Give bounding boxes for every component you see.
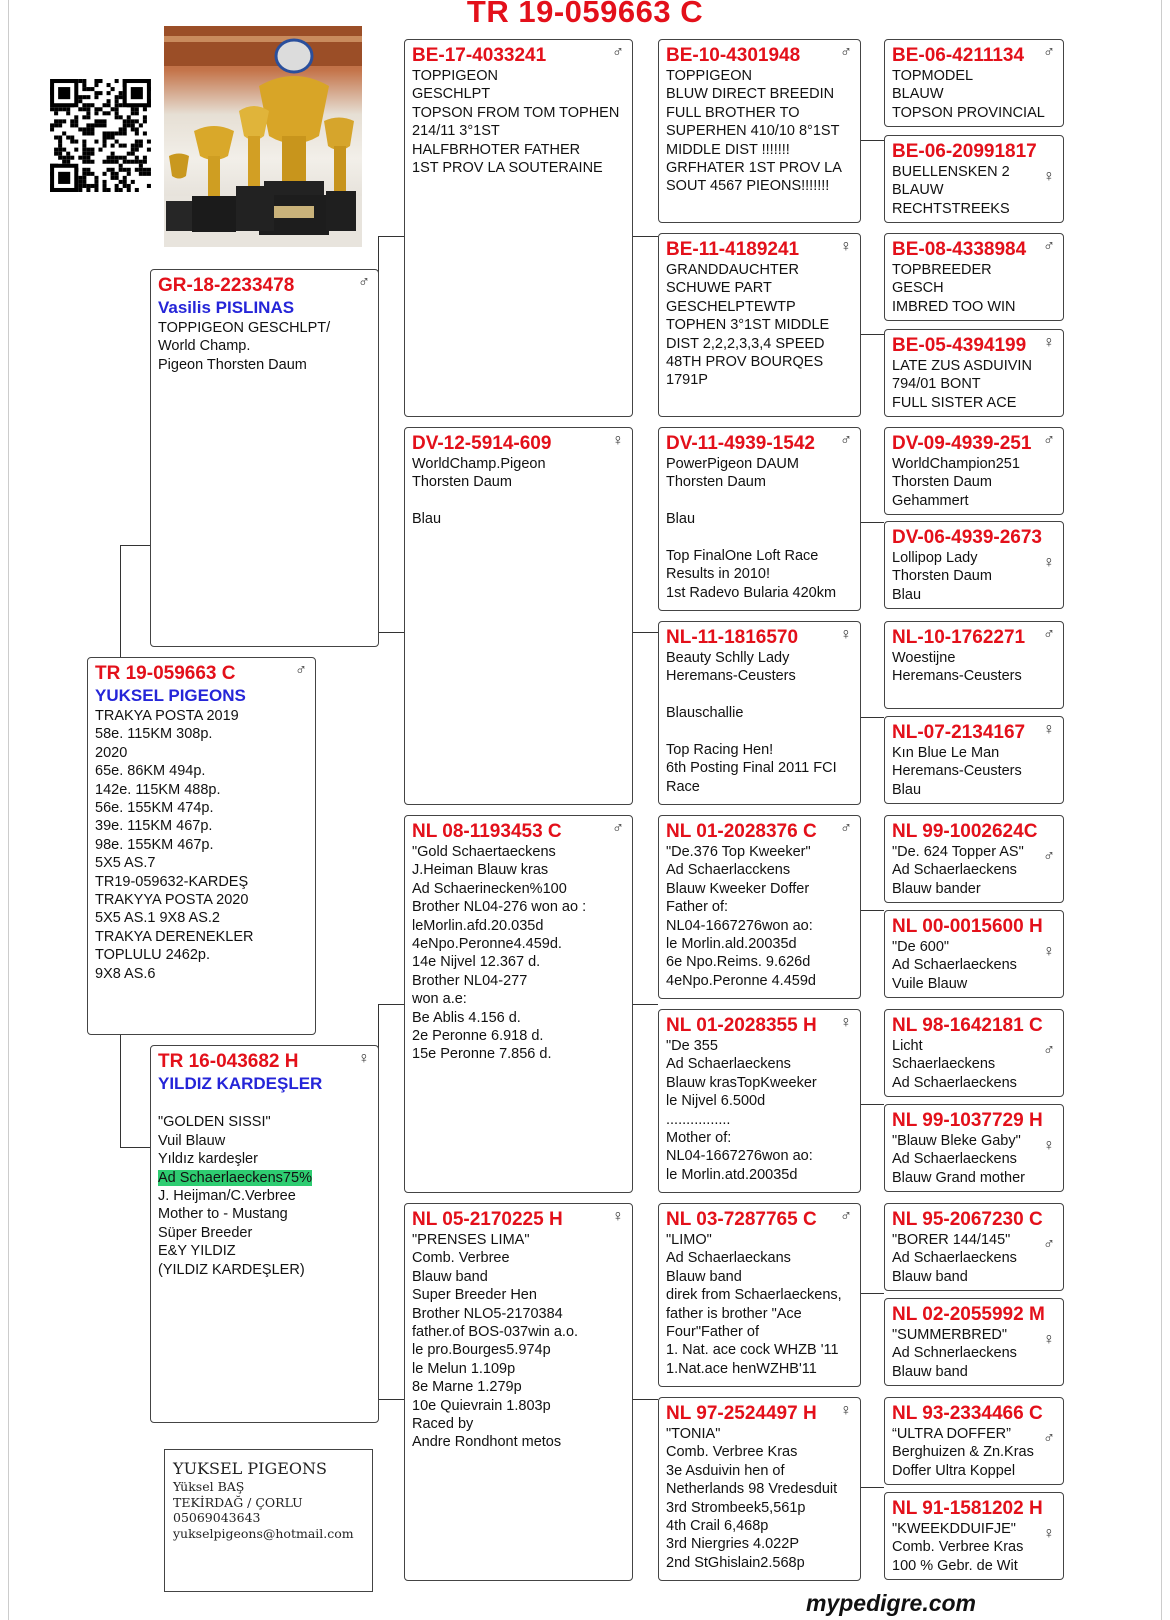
- female-icon: ♀: [1043, 168, 1055, 185]
- info-line: Results in 2010!: [666, 566, 770, 583]
- ring-number: NL 01-2028355 H: [666, 1015, 817, 1036]
- ring-number: NL 91-1581202 H: [892, 1498, 1043, 1519]
- info-line: Vuile Blauw: [892, 975, 968, 992]
- info-line: "PRENSES LIMA": [412, 1232, 530, 1248]
- info-line: Brother NL04-277: [412, 972, 528, 989]
- info-line: 1.Nat.ace henWZHB'11: [666, 1360, 817, 1377]
- pigeon-card-gen3-6[interactable]: [658, 1009, 861, 1193]
- info-line: GESCHELPTEWTP: [666, 298, 796, 315]
- connector-line: [860, 1293, 884, 1294]
- male-icon: ♂: [295, 662, 307, 679]
- female-icon: ♀: [612, 432, 624, 449]
- trophies-icon: [164, 26, 362, 247]
- info-line: 4th Crail 6,468p: [666, 1518, 769, 1535]
- info-line: Blauw band: [892, 1268, 968, 1285]
- pigeon-card-gen4-2[interactable]: [884, 135, 1064, 223]
- ring-number: NL-11-1816570: [666, 627, 799, 648]
- ring-number: BE-06-4211134: [892, 45, 1025, 66]
- pigeon-card-dam-sire[interactable]: [404, 815, 633, 1193]
- info-line: Blauw band: [666, 1268, 742, 1285]
- pigeon-card-sire-sire[interactable]: [404, 39, 633, 417]
- pigeon-card-gen3-2[interactable]: [658, 233, 861, 417]
- info-line: 14e Nijvel 12.367 d.: [412, 954, 541, 971]
- ring-number: NL 02-2055992 M: [892, 1304, 1045, 1325]
- pigeon-card-gen4-11[interactable]: [884, 1009, 1064, 1097]
- info-line: Blauw Kweeker Doffer: [666, 880, 810, 897]
- info-line: 98e. 155KM 467p.: [95, 836, 214, 853]
- pigeon-card-gen4-13[interactable]: [884, 1203, 1064, 1291]
- info-line: [666, 492, 853, 510]
- info-line: Heremans-Ceusters: [666, 668, 796, 685]
- info-line: [666, 529, 853, 547]
- female-icon: ♀: [840, 1014, 852, 1031]
- male-icon: ♂: [840, 1208, 852, 1225]
- owner-name: Vasilis PISLINAS: [158, 298, 295, 317]
- info-line: le Nijvel 6.500d: [666, 1093, 766, 1110]
- info-line: ................: [666, 1111, 731, 1128]
- info-line: Ad Schaerinecken%100: [412, 880, 567, 897]
- male-icon: ♂: [612, 820, 624, 837]
- info-line: TOPLULU 2462p.: [95, 947, 210, 964]
- ring-number: GR-18-2233478: [158, 275, 295, 296]
- info-line: TOPBREEDER: [892, 262, 992, 278]
- contact-email[interactable]: yukselpigeons@hotmail.com: [173, 1525, 354, 1541]
- info-line: 3rd Niergries 4.022P: [666, 1536, 799, 1553]
- info-line: le Morlin.ald.20035d: [666, 936, 797, 953]
- footer-brand[interactable]: mypedigre.com: [806, 1590, 976, 1616]
- female-icon: ♀: [1043, 943, 1055, 960]
- info-line: 794/01 BONT: [892, 376, 981, 393]
- info-line: 58e. 115KM 308p.: [95, 726, 213, 743]
- info-line: Pigeon Thorsten Daum: [158, 356, 307, 373]
- info-line: "BORER 144/145": [892, 1232, 1011, 1248]
- info-line: 4eNpo.Peronne4.459d.: [412, 936, 562, 953]
- connector-line: [860, 140, 884, 141]
- connector-line: [378, 236, 404, 237]
- info-line: BLAUW: [892, 182, 944, 199]
- connector-line: [632, 1399, 658, 1400]
- female-icon: ♀: [840, 1402, 852, 1419]
- male-icon: ♂: [358, 274, 370, 291]
- connector-line: [632, 1004, 658, 1005]
- info-line: le Melun 1.109p: [412, 1360, 516, 1377]
- ring-number: TR 16-043682 H: [158, 1051, 299, 1072]
- info-line: NL04-1667276won ao:: [666, 1148, 813, 1165]
- male-icon: ♂: [840, 432, 852, 449]
- ring-number: BE-11-4189241: [666, 239, 800, 260]
- pigeon-card-gen3-1[interactable]: [658, 39, 861, 223]
- info-line: BUELLENSKEN 2: [892, 164, 1010, 180]
- trophy-photo: [164, 26, 362, 247]
- info-line: le pro.Bourges5.974p: [412, 1342, 551, 1359]
- ring-number: DV-09-4939-251: [892, 433, 1032, 454]
- info-line: Ad Schaerlaeckens: [892, 862, 1017, 879]
- info-line: 6e Npo.Reims. 9.626d: [666, 954, 811, 971]
- info-line: 2nd StGhislain2.568p: [666, 1554, 805, 1571]
- info-line: Mother of:: [666, 1130, 732, 1147]
- connector-line: [860, 910, 884, 911]
- info-line: 1ST PROV LA SOUTERAINE: [412, 160, 603, 177]
- info-line: 8e Marne 1.279p: [412, 1379, 522, 1396]
- info-line: "SUMMERBRED": [892, 1327, 1008, 1343]
- info-line: leMorlin.afd.20.035d: [412, 917, 544, 934]
- male-icon: ♂: [1043, 1236, 1055, 1253]
- connector-line: [632, 236, 658, 237]
- connector-line: [120, 1034, 121, 1147]
- info-line: GRFHATER 1ST PROV LA: [666, 160, 842, 177]
- info-line: Blau: [892, 586, 922, 603]
- info-line: Blau: [666, 511, 696, 528]
- contact-person: Yüksel BAŞ: [173, 1479, 245, 1494]
- info-line: Mother to - Mustang: [158, 1206, 288, 1223]
- info-line: Ad Schaerlaeckens: [892, 1250, 1017, 1267]
- info-line: Blauw Grand mother: [892, 1169, 1025, 1186]
- connector-line: [860, 522, 884, 523]
- ring-number: DV-06-4939-2673: [892, 527, 1042, 548]
- info-line: Vuil Blauw: [158, 1132, 226, 1149]
- info-line: Four"Father of: [666, 1324, 759, 1341]
- info-line: 65e. 86KM 494p.: [95, 763, 206, 780]
- info-line: father.of BOS-037win a.o.: [412, 1324, 579, 1341]
- male-icon: ♂: [1043, 1042, 1055, 1059]
- info-line: TOPSON PROVINCIAL: [892, 104, 1045, 121]
- info-line: SOUT 4567 PIEONS!!!!!!!: [666, 178, 830, 195]
- pigeon-card-sire[interactable]: [150, 269, 379, 647]
- ring-number: NL 97-2524497 H: [666, 1403, 817, 1424]
- owner-name: YUKSEL PIGEONS: [95, 686, 246, 705]
- info-line: DIST 2,2,2,3,3,4 SPEED: [666, 335, 825, 352]
- info-line: Kın Blue Le Man: [892, 745, 1000, 761]
- info-line: LATE ZUS ASDUIVIN: [892, 358, 1032, 374]
- info-line: GESCHLPT: [412, 86, 491, 103]
- info-line: Netherlands 98 Vredesduit: [666, 1481, 838, 1498]
- info-line: PowerPigeon DAUM: [666, 456, 799, 472]
- info-line: 142e. 115KM 488p.: [95, 781, 221, 798]
- info-line: Doffer Ultra Koppel: [892, 1462, 1016, 1479]
- info-line: 56e. 155KM 474p.: [95, 800, 214, 817]
- ring-number: NL 08-1193453 C: [412, 821, 562, 842]
- info-line: direk from Schaerlaeckens,: [666, 1287, 842, 1304]
- info-line: WorldChamp.Pigeon: [412, 456, 546, 472]
- info-line: RECHTSTREEKS: [892, 200, 1010, 217]
- info-line: NL04-1667276won ao:: [666, 917, 813, 934]
- contact-location: TEKİRDAĞ / ÇORLU: [173, 1494, 303, 1510]
- info-line: "TONIA": [666, 1426, 721, 1442]
- pigeon-card-gen3-4[interactable]: [658, 621, 861, 805]
- male-icon: ♂: [1043, 626, 1055, 643]
- pigeon-card-gen4-10[interactable]: [884, 910, 1064, 998]
- info-line: TOPMODEL: [892, 68, 974, 84]
- info-line: "Gold Schaertaeckens: [412, 844, 556, 860]
- info-line: 39e. 115KM 467p.: [95, 818, 213, 835]
- pigeon-card-subject[interactable]: [87, 657, 316, 1035]
- info-line: [158, 1095, 371, 1113]
- info-line-highlighted: [158, 1169, 371, 1187]
- info-line: E&Y YILDIZ: [158, 1243, 236, 1260]
- info-line: 4eNpo.Peronne 4.459d: [666, 972, 816, 989]
- male-icon: ♂: [1043, 848, 1055, 865]
- pigeon-card-gen4-8[interactable]: [884, 716, 1064, 804]
- info-line: Blauw band: [412, 1268, 488, 1285]
- male-icon: ♂: [1043, 432, 1055, 449]
- info-line: TRAKYYA POSTA 2020: [95, 892, 249, 909]
- pigeon-card-gen4-6[interactable]: [884, 521, 1064, 609]
- info-line: SUPERHEN 410/10 8°1ST: [666, 123, 840, 140]
- connector-line: [120, 545, 121, 659]
- connector-line: [860, 1104, 884, 1105]
- pigeon-card-gen3-5[interactable]: [658, 815, 861, 999]
- info-line: Brother NLO5-2170384: [412, 1305, 563, 1322]
- info-line: TR19-059632-KARDEŞ: [95, 873, 249, 890]
- male-icon: ♂: [840, 44, 852, 61]
- info-line: 9X8 AS.6: [95, 965, 156, 982]
- info-line: 3rd Strombeek5,561p: [666, 1499, 806, 1516]
- info-line: "KWEEKDDUIFJE": [892, 1521, 1016, 1537]
- connector-line: [120, 545, 150, 546]
- info-line: IMBRED TOO WIN: [892, 298, 1016, 315]
- info-line: Thorsten Daum: [892, 474, 992, 491]
- info-line: Ad Schaerlaeckens: [666, 1056, 791, 1073]
- info-line: 2e Peronne 6.918 d.: [412, 1028, 544, 1045]
- info-line: 3e Asduivin hen of: [666, 1462, 785, 1479]
- info-line: SCHUWE PART: [666, 280, 772, 297]
- ring-number: NL 99-1002624C: [892, 821, 1038, 842]
- info-line: TOPPIGEON: [412, 68, 498, 84]
- ring-number: NL-07-2134167: [892, 722, 1026, 743]
- info-line: Blauw krasTopKweeker: [666, 1074, 817, 1091]
- ring-number: NL 95-2067230 C: [892, 1209, 1043, 1230]
- info-line: Be Ablis 4.156 d.: [412, 1009, 521, 1026]
- info-line: 1st Radevo Bularia 420km: [666, 584, 837, 601]
- info-line: Ad Schaerlacckens: [666, 862, 791, 879]
- info-line: Berghuizen & Zn.Kras: [892, 1444, 1034, 1461]
- info-line: GRANDDAUCHTER: [666, 262, 799, 278]
- ring-number: TR 19-059663 C: [95, 663, 236, 684]
- info-line: Comb. Verbree Kras: [666, 1444, 798, 1461]
- info-line: HALFBRHOTER FATHER: [412, 141, 581, 158]
- info-line: Thorsten Daum: [666, 474, 766, 491]
- info-line: [666, 686, 853, 704]
- connector-line: [378, 632, 404, 633]
- info-line: 48TH PROV BOURQES: [666, 354, 824, 371]
- info-line: Blauschallie: [666, 705, 744, 722]
- info-line: Raced by: [412, 1416, 474, 1433]
- info-line: Comb. Verbree Kras: [892, 1539, 1024, 1556]
- info-line: "Blauw Bleke Gaby": [892, 1133, 1021, 1149]
- pigeon-card-gen4-3[interactable]: [884, 233, 1064, 321]
- pigeon-card-gen4-1[interactable]: [884, 39, 1064, 127]
- info-line: World Champ.: [158, 338, 251, 355]
- info-line: Süper Breeder: [158, 1224, 253, 1241]
- info-line: Woestijne: [892, 650, 956, 666]
- info-line: Blau: [412, 511, 442, 528]
- info-line: “ULTRA DOFFER”: [892, 1426, 1011, 1442]
- info-line: won a.e:: [412, 991, 467, 1008]
- info-line: TRAKYA POSTA 2019: [95, 708, 239, 724]
- info-line: Thorsten Daum: [412, 474, 512, 491]
- pigeon-card-gen4-16[interactable]: [884, 1492, 1064, 1580]
- contact-phone[interactable]: 05069043643: [173, 1510, 261, 1526]
- ring-number: NL 00-0015600 H: [892, 916, 1043, 937]
- pigeon-card-sire-dam[interactable]: [404, 427, 633, 805]
- info-line: TOPSON FROM TOM TOPHEN: [412, 104, 620, 121]
- connector-line: [860, 717, 884, 718]
- female-icon: ♀: [1043, 554, 1055, 571]
- female-icon: ♀: [1043, 334, 1055, 351]
- pigeon-card-gen3-3[interactable]: [658, 427, 861, 611]
- info-line: TRAKYA DERENEKLER: [95, 928, 254, 945]
- info-line: TOPPIGEON GESCHLPT/: [158, 320, 331, 336]
- info-line: "LIMO": [666, 1232, 712, 1248]
- ring-number: NL 01-2028376 C: [666, 821, 817, 842]
- ring-number: BE-08-4338984: [892, 239, 1027, 260]
- info-line: Lollipop Lady: [892, 550, 978, 566]
- pigeon-card-gen3-7[interactable]: [658, 1203, 861, 1387]
- pigeon-card-gen4-12[interactable]: [884, 1104, 1064, 1192]
- info-line: Ad Schaerlaeckens: [892, 1074, 1017, 1091]
- info-line: Blauw band: [892, 1363, 968, 1380]
- info-line: J. Heijman/C.Verbree: [158, 1188, 296, 1205]
- ring-number: BE-10-4301948: [666, 45, 801, 66]
- ring-number: NL 99-1037729 H: [892, 1110, 1043, 1131]
- ring-number: NL 05-2170225 H: [412, 1209, 563, 1230]
- pigeon-card-gen3-8[interactable]: [658, 1397, 861, 1581]
- pigeon-card-gen4-4[interactable]: [884, 329, 1064, 417]
- info-line: 10e Quievrain 1.803p: [412, 1397, 551, 1414]
- page-title: TR 19-059663 C: [466, 0, 704, 29]
- qr-code-icon[interactable]: [50, 79, 151, 192]
- owner-name: YILDIZ KARDEŞLER: [158, 1074, 323, 1093]
- info-line: (YILDIZ KARDEŞLER): [158, 1261, 305, 1278]
- info-line: "De 600": [892, 939, 950, 955]
- info-line: Thorsten Daum: [892, 568, 992, 585]
- ring-number: DV-12-5914-609: [412, 433, 552, 454]
- info-line: Andre Rondhont metos: [412, 1434, 562, 1451]
- info-line: Blau: [892, 781, 922, 798]
- connector-line: [378, 1399, 404, 1400]
- info-line: 15e Peronne 7.856 d.: [412, 1046, 552, 1063]
- info-line: Ad Schaerlaeckans: [666, 1250, 791, 1267]
- connector-line: [120, 1147, 150, 1148]
- female-icon: ♀: [840, 626, 852, 643]
- pigeon-card-gen4-7[interactable]: [884, 621, 1064, 709]
- male-icon: ♂: [1043, 1430, 1055, 1447]
- female-icon: ♀: [358, 1050, 370, 1067]
- info-line: FULL BROTHER TO: [666, 104, 800, 121]
- male-icon: ♂: [1043, 238, 1055, 255]
- female-icon: ♀: [840, 238, 852, 255]
- info-line: Ad Schaerlaeckens: [892, 957, 1017, 974]
- info-line: Ad Schnerlaeckens: [892, 1345, 1017, 1362]
- contact-card: [164, 1449, 373, 1592]
- info-line: Heremans-Ceusters: [892, 763, 1022, 780]
- ring-number: NL 98-1642181 C: [892, 1015, 1043, 1036]
- info-line: Father of:: [666, 899, 729, 916]
- info-line: 100 % Gebr. de Wit: [892, 1557, 1018, 1574]
- pigeon-card-gen4-5[interactable]: [884, 427, 1064, 515]
- info-line: Comb. Verbree: [412, 1250, 510, 1267]
- info-line: BLAUW: [892, 86, 944, 103]
- info-line: Heremans-Ceusters: [892, 668, 1022, 685]
- info-line: Brother NL04-276 won ao :: [412, 899, 587, 916]
- info-line: Super Breeder Hen: [412, 1287, 537, 1304]
- info-line: [412, 492, 625, 510]
- ring-number: DV-11-4939-1542: [666, 433, 815, 454]
- info-line: WorldChampion251: [892, 456, 1020, 472]
- info-line: TOPHEN 3°1ST MIDDLE: [666, 317, 830, 334]
- info-line: "De.376 Top Kweeker": [666, 844, 811, 860]
- info-line: 1. Nat. ace cock WHZB '11: [666, 1342, 839, 1359]
- info-line: BLUW DIRECT BREEDIN: [666, 86, 835, 103]
- info-line: 6th Posting Final 2011 FCI: [666, 760, 837, 777]
- ring-number: BE-17-4033241: [412, 45, 547, 66]
- male-icon: ♂: [612, 44, 624, 61]
- info-line: J.Heiman Blauw kras: [412, 862, 549, 879]
- contact-name: YUKSEL PIGEONS: [173, 1459, 327, 1478]
- male-icon: ♂: [840, 820, 852, 837]
- info-line: [666, 723, 853, 741]
- info-line: "De. 624 Topper AS": [892, 844, 1024, 860]
- highlight-text: Ad Schaerlaeckens75%: [158, 1169, 312, 1186]
- info-line: 214/11 3°1ST: [412, 123, 500, 140]
- female-icon: ♀: [612, 1208, 624, 1225]
- info-line: 2020: [95, 744, 128, 761]
- ring-number: BE-05-4394199: [892, 335, 1027, 356]
- info-line: Gehammert: [892, 492, 969, 509]
- pigeon-card-gen4-9[interactable]: [884, 815, 1064, 903]
- female-icon: ♀: [1043, 1137, 1055, 1154]
- info-line: "De 355: [666, 1038, 718, 1054]
- info-line: father is brother "Ace: [666, 1305, 802, 1322]
- connector-line: [860, 1487, 884, 1488]
- info-line: Top Racing Hen!: [666, 742, 774, 758]
- female-icon: ♀: [1043, 1525, 1055, 1542]
- info-line: GESCH: [892, 280, 944, 297]
- info-line: Licht: [892, 1038, 923, 1054]
- info-line: Top FinalOne Loft Race: [666, 548, 819, 564]
- info-line: Ad Schaerlaeckens: [892, 1151, 1017, 1168]
- info-line: Blauw bander: [892, 880, 981, 897]
- pigeon-card-dam[interactable]: [150, 1045, 379, 1423]
- ring-number: BE-06-20991817: [892, 141, 1037, 162]
- info-line: 5X5 AS.1 9X8 AS.2: [95, 910, 220, 927]
- ring-number: NL 93-2334466 C: [892, 1403, 1043, 1424]
- info-line: 1791P: [666, 372, 708, 389]
- pigeon-card-gen4-14[interactable]: [884, 1298, 1064, 1386]
- ring-number: NL-10-1762271: [892, 627, 1026, 648]
- info-line: "GOLDEN SISSI": [158, 1114, 271, 1131]
- connector-line: [860, 334, 884, 335]
- pigeon-card-dam-dam[interactable]: [404, 1203, 633, 1581]
- connector-line: [378, 1004, 404, 1005]
- info-line: MIDDLE DIST !!!!!!!: [666, 141, 790, 158]
- info-line: le Morlin.atd.20035d: [666, 1166, 798, 1183]
- info-line: Beauty Schlly Lady: [666, 650, 790, 666]
- female-icon: ♀: [1043, 1331, 1055, 1348]
- info-line: FULL SISTER ACE: [892, 394, 1017, 411]
- info-line: 5X5 AS.7: [95, 855, 156, 872]
- pigeon-card-gen4-15[interactable]: [884, 1397, 1064, 1485]
- male-icon: ♂: [1043, 44, 1055, 61]
- info-line: Race: [666, 778, 700, 795]
- female-icon: ♀: [1043, 721, 1055, 738]
- connector-line: [632, 632, 658, 633]
- info-line: Yıldız kardeşler: [158, 1151, 258, 1168]
- info-line: Schaerlaeckens: [892, 1056, 996, 1073]
- ring-number: NL 03-7287765 C: [666, 1209, 817, 1230]
- info-line: TOPPIGEON: [666, 68, 752, 84]
